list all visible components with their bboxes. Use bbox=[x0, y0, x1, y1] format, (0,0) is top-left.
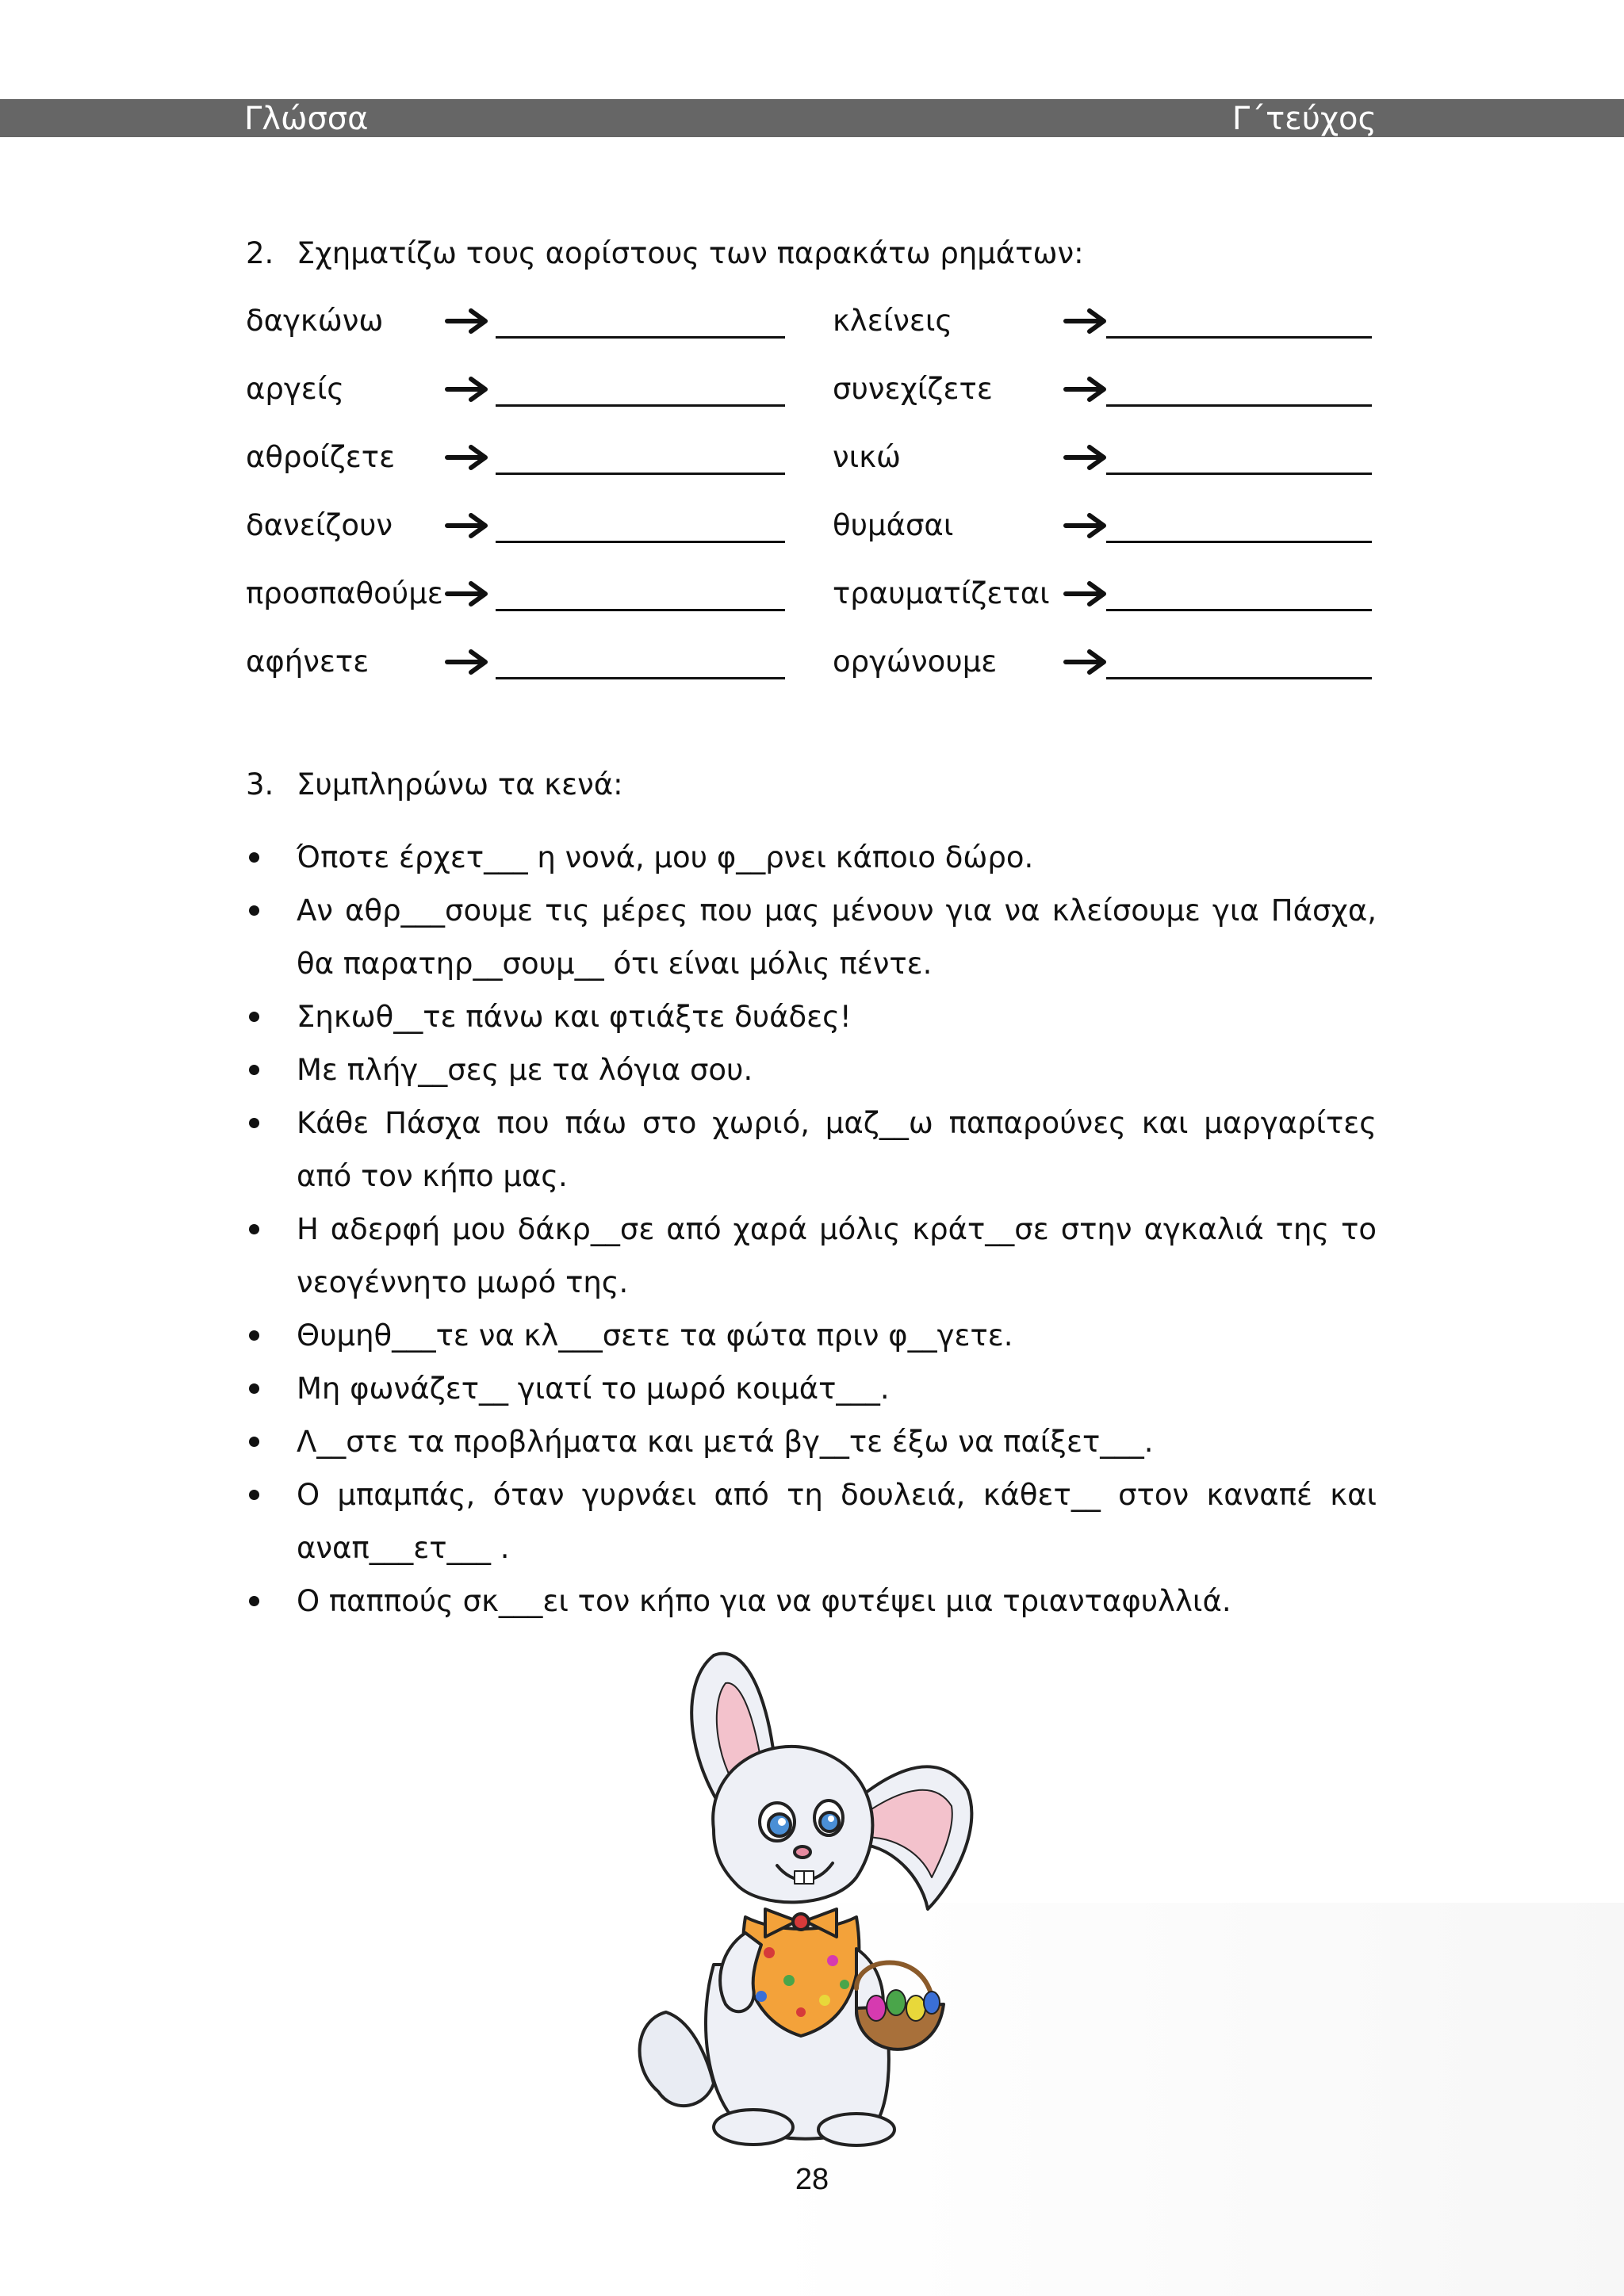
answer-blank[interactable] bbox=[1106, 677, 1372, 679]
answer-blank[interactable] bbox=[496, 609, 785, 611]
easter-bunny-illustration bbox=[619, 1647, 983, 2155]
verb-right: τραυματίζεται bbox=[833, 576, 1050, 610]
list-item bbox=[246, 1575, 1377, 1628]
sentence-line: Με πλήγ__σες με τα λόγια σου. bbox=[297, 1053, 753, 1087]
bullet-icon bbox=[249, 1012, 259, 1022]
exercise-3-title bbox=[246, 765, 623, 805]
arrow-right-icon bbox=[444, 512, 492, 539]
list-item bbox=[246, 1415, 1377, 1468]
verb-left: δαγκώνω bbox=[246, 304, 384, 338]
bullet-icon bbox=[249, 852, 259, 863]
bullet-icon bbox=[249, 1224, 259, 1234]
sentence-line: Μη φωνάζετ__ γιατί το μωρό κοιμάτ___. bbox=[297, 1372, 890, 1406]
list-item bbox=[246, 1096, 1377, 1203]
header-volume: Γ΄τεύχος bbox=[1231, 101, 1377, 137]
answer-blank[interactable] bbox=[496, 404, 785, 407]
answer-blank[interactable] bbox=[496, 677, 785, 679]
bunny-icon bbox=[619, 1647, 983, 2155]
bullet-icon bbox=[249, 1065, 259, 1075]
sentence-line: νεογέννητο μωρό της. bbox=[297, 1265, 629, 1299]
arrow-right-icon bbox=[1063, 308, 1110, 335]
answer-blank[interactable] bbox=[496, 541, 785, 543]
answer-blank[interactable] bbox=[1106, 404, 1372, 407]
arrow-right-icon bbox=[444, 308, 492, 335]
answer-blank[interactable] bbox=[1106, 336, 1372, 339]
verb-left: προσπαθούμε bbox=[246, 576, 443, 610]
list-item bbox=[246, 1203, 1377, 1309]
sentence-line: θα παρατηρ__σουμ__ ότι είναι μόλις πέντε. bbox=[297, 947, 933, 981]
exercise-2-title bbox=[246, 234, 1084, 274]
page-number: 28 bbox=[795, 2163, 829, 2196]
answer-blank[interactable] bbox=[1106, 541, 1372, 543]
answer-blank[interactable] bbox=[496, 336, 785, 339]
list-item bbox=[246, 1468, 1377, 1575]
exercise-2-instruction: Σχηματίζω τους αορίστους των παρακάτω ρημάτων: bbox=[297, 236, 1084, 270]
arrow-right-icon bbox=[444, 444, 492, 471]
bullet-icon bbox=[249, 1383, 259, 1394]
answer-blank[interactable] bbox=[1106, 473, 1372, 475]
bullet-icon bbox=[249, 905, 259, 916]
exercise-3-number: 3. bbox=[246, 767, 274, 802]
list-item bbox=[246, 884, 1377, 990]
sentence-line: Θυμηθ___τε να κλ___σετε τα φώτα πριν φ__γετε. bbox=[297, 1318, 1013, 1353]
answer-blank[interactable] bbox=[496, 473, 785, 475]
header-bar bbox=[0, 99, 1624, 137]
bullet-icon bbox=[249, 1596, 259, 1606]
verb-left: αφήνετε bbox=[246, 645, 370, 679]
sentence-line: Η αδερφή μου δάκρ__σε από χαρά μόλις κράτ__σε στην αγκαλιά της το bbox=[297, 1212, 1377, 1246]
sentence-line: Λ__στε τα προβλήματα και μετά βγ__τε έξω να παίξετ___. bbox=[297, 1425, 1154, 1459]
arrow-right-icon bbox=[1063, 376, 1110, 403]
header-subject: Γλώσσα bbox=[244, 101, 369, 137]
sentence-line: Αν αθρ___σουμε τις μέρες που μας μένουν για να κλείσουμε για Πάσχα, bbox=[297, 894, 1377, 928]
list-item bbox=[246, 831, 1377, 884]
verb-right: θυμάσαι bbox=[833, 508, 954, 542]
verb-right: νικώ bbox=[833, 440, 901, 474]
verb-right: οργώνουμε bbox=[833, 645, 998, 679]
arrow-right-icon bbox=[444, 580, 492, 607]
arrow-right-icon bbox=[1063, 512, 1110, 539]
list-item bbox=[246, 1309, 1377, 1362]
sentence-line: Όποτε έρχετ___ η νονά, μου φ__ρνει κάποιο δώρο. bbox=[297, 840, 1034, 874]
arrow-right-icon bbox=[1063, 580, 1110, 607]
verb-right: συνεχίζετε bbox=[833, 372, 993, 406]
arrow-right-icon bbox=[444, 376, 492, 403]
bullet-icon bbox=[249, 1490, 259, 1500]
verb-left: αργείς bbox=[246, 372, 345, 406]
arrow-right-icon bbox=[444, 649, 492, 675]
sentence-line: από τον κήπο μας. bbox=[297, 1159, 568, 1193]
verb-right: κλείνεις bbox=[833, 304, 953, 338]
bullet-icon bbox=[249, 1330, 259, 1341]
list-item bbox=[246, 1362, 1377, 1415]
arrow-right-icon bbox=[1063, 649, 1110, 675]
sentence-line: Σηκωθ__τε πάνω και φτιάξτε δυάδες! bbox=[297, 1000, 852, 1034]
exercise-3-instruction: Συμπληρώνω τα κενά: bbox=[297, 767, 623, 802]
bullet-icon bbox=[249, 1118, 259, 1128]
sentence-line: Ο μπαμπάς, όταν γυρνάει από τη δουλειά, κάθετ__ στον καναπέ και bbox=[297, 1478, 1377, 1512]
list-item bbox=[246, 990, 1377, 1043]
exercise-2-number: 2. bbox=[246, 236, 274, 270]
sentence-line: αναπ___ετ___ . bbox=[297, 1531, 510, 1565]
bullet-icon bbox=[249, 1437, 259, 1447]
sentence-line: Κάθε Πάσχα που πάω στο χωριό, μαζ__ω παπαρούνες και μαργαρίτες bbox=[297, 1106, 1377, 1140]
verb-left: δανείζουν bbox=[246, 508, 393, 542]
sentence-line: Ο παππούς σκ___ει τον κήπο για να φυτέψει μια τριανταφυλλιά. bbox=[297, 1584, 1231, 1618]
fill-blanks-list bbox=[246, 831, 1377, 1628]
verb-left: αθροίζετε bbox=[246, 440, 396, 474]
answer-blank[interactable] bbox=[1106, 609, 1372, 611]
arrow-right-icon bbox=[1063, 444, 1110, 471]
list-item bbox=[246, 1043, 1377, 1096]
